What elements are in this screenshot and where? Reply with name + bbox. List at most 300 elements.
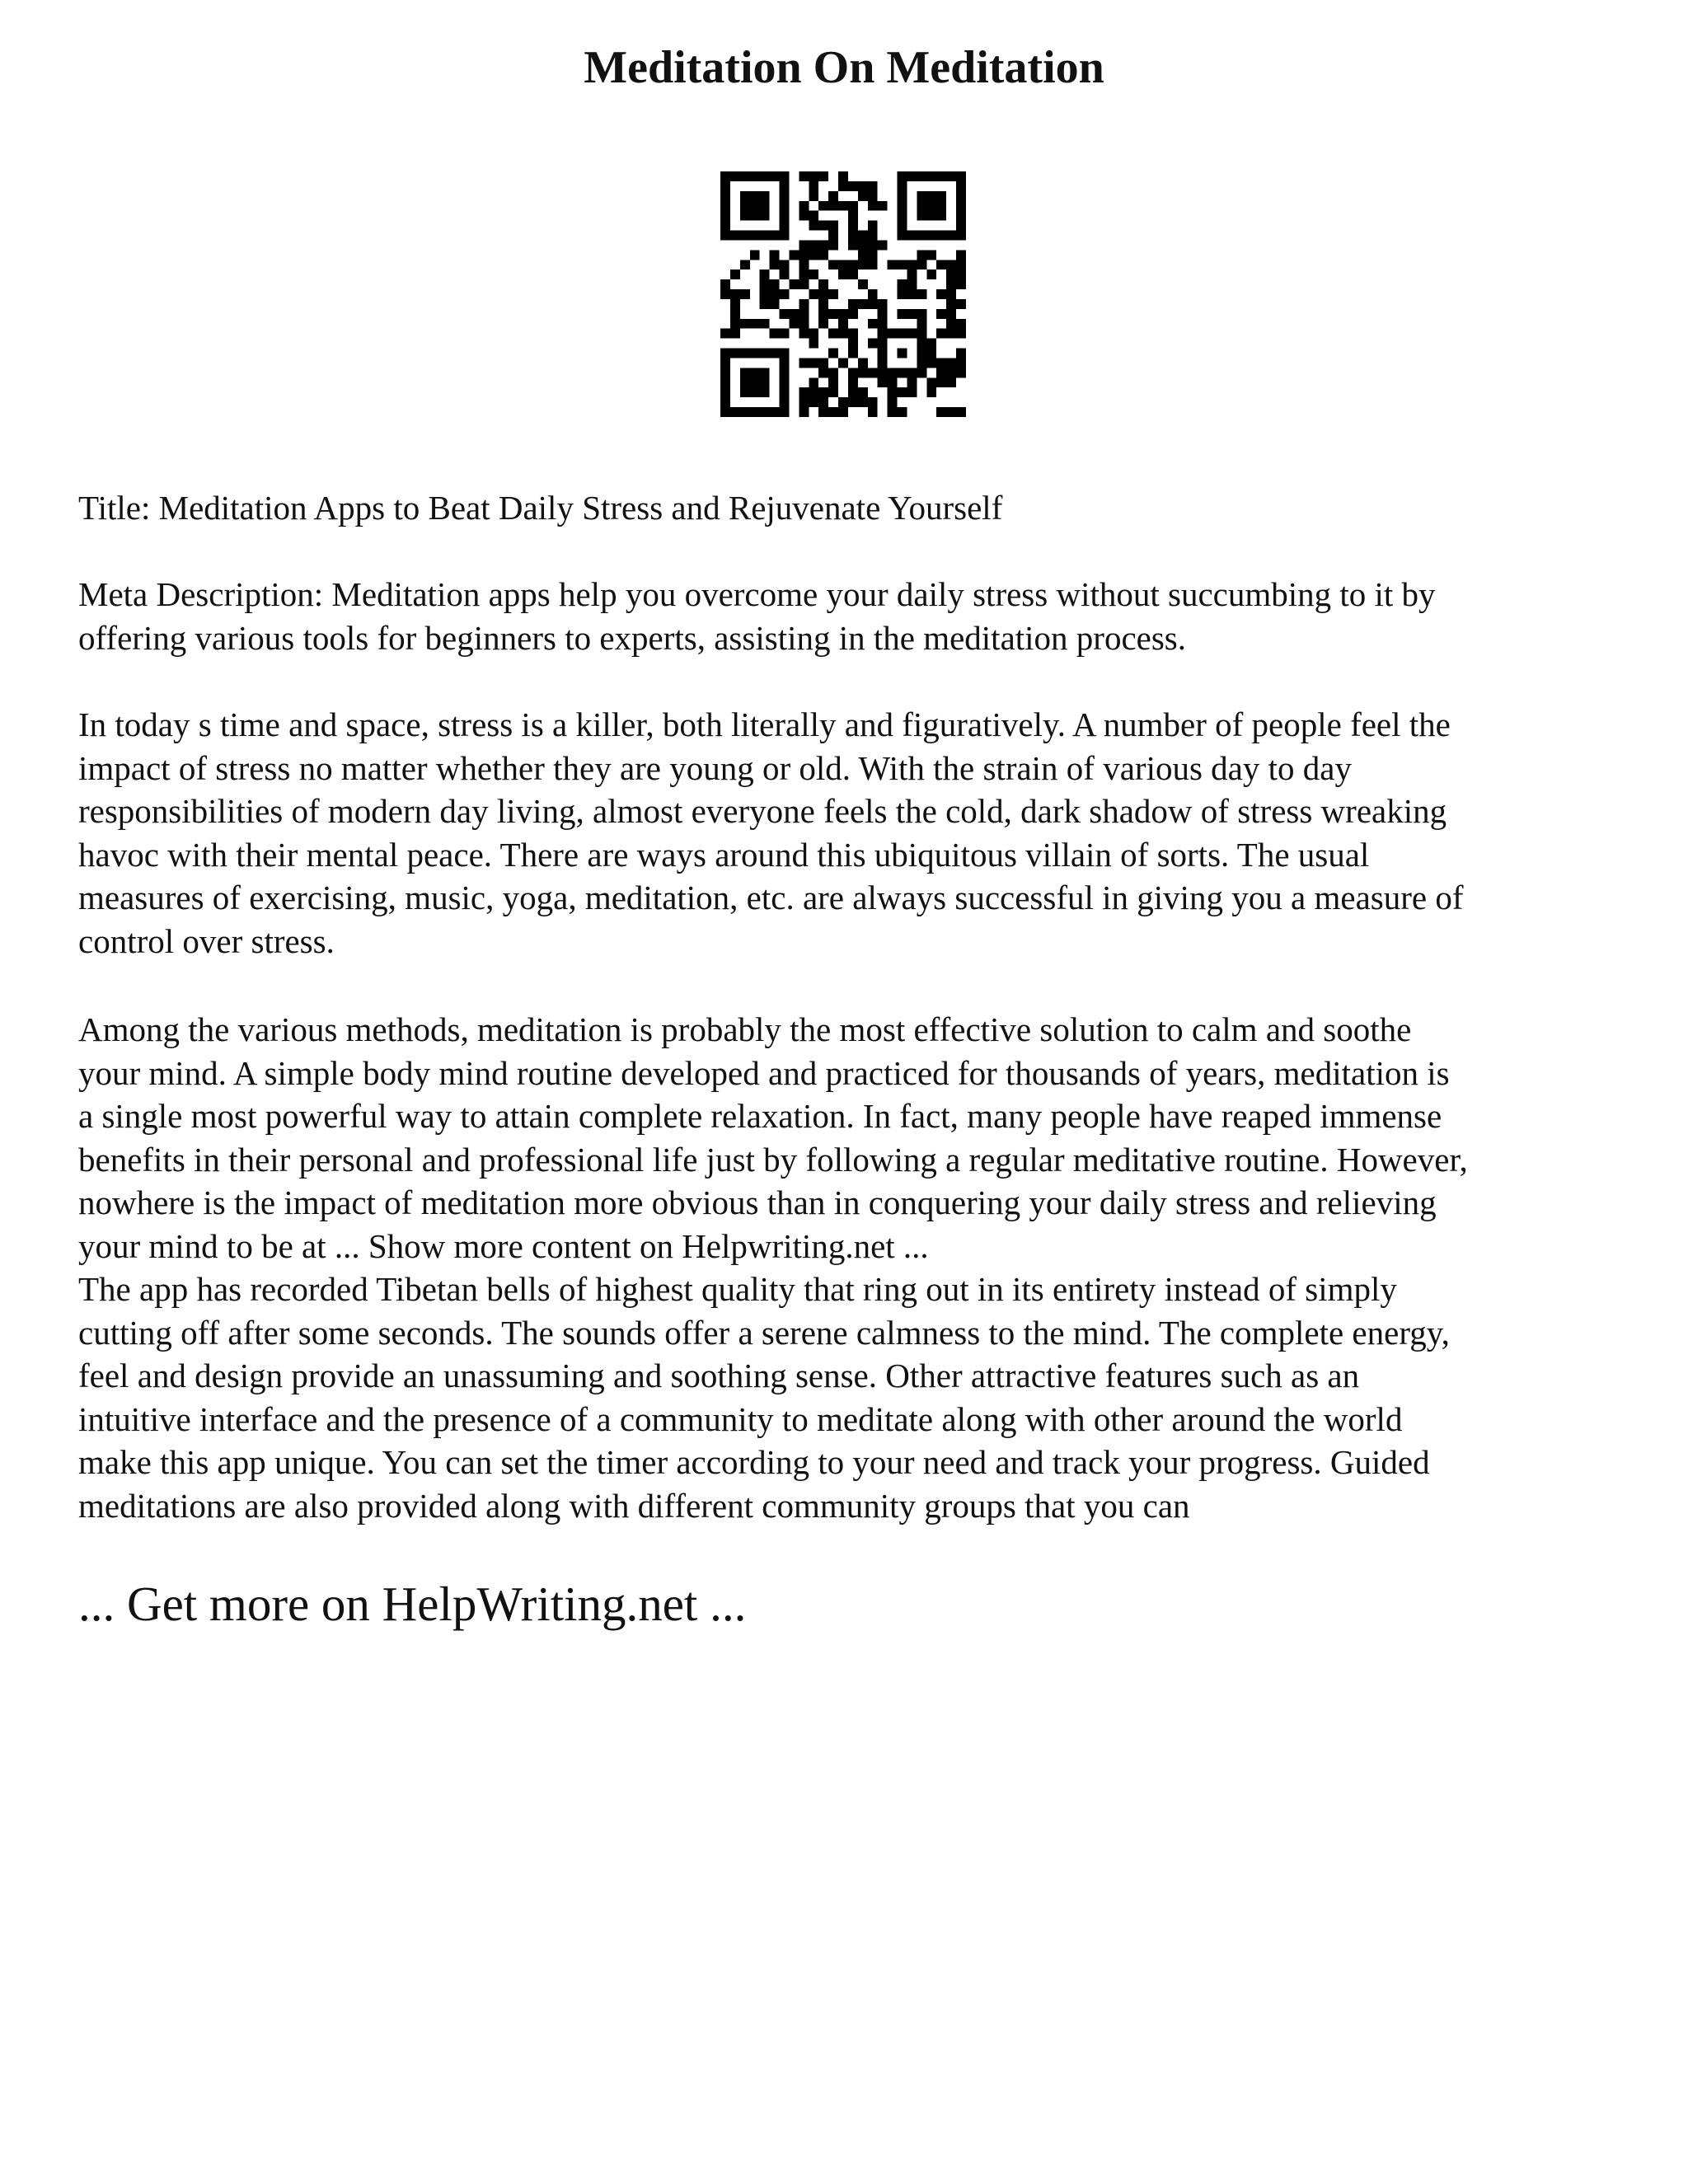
qr-module: [907, 171, 917, 181]
page-title: Meditation On Meditation: [584, 42, 1104, 93]
qr-module: [799, 250, 809, 260]
qr-module: [848, 377, 858, 387]
text-line: your mind. A simple body mind routine developed and practiced for thousands of years, meditation is: [78, 1053, 1450, 1092]
qr-module: [720, 368, 730, 377]
qr-module: [858, 397, 868, 407]
qr-module: [818, 358, 828, 368]
qr-module: [730, 329, 740, 339]
qr-module: [760, 377, 770, 387]
qr-module: [720, 329, 730, 339]
qr-module: [780, 309, 790, 319]
qr-module: [858, 299, 868, 309]
qr-module: [907, 279, 917, 289]
qr-module: [740, 407, 750, 417]
meta-description: [78, 573, 1628, 659]
qr-module: [750, 191, 760, 201]
qr-module: [750, 171, 760, 181]
qr-module: [936, 260, 946, 269]
qr-module: [799, 407, 809, 417]
qr-module: [946, 368, 956, 377]
paragraph-methods: [78, 1008, 1628, 1268]
qr-module: [809, 358, 818, 368]
qr-module: [750, 377, 760, 387]
qr-module: [809, 211, 818, 221]
qr-module: [917, 339, 926, 349]
text-line: cutting off after some seconds. The sounds offer a serene calmness to the mind. The complete energy,: [78, 1313, 1450, 1352]
qr-module: [917, 358, 926, 368]
qr-module: [868, 231, 878, 241]
qr-module: [878, 368, 888, 377]
qr-module: [740, 201, 750, 211]
qr-module: [917, 231, 926, 241]
qr-module: [780, 181, 790, 191]
qr-module: [858, 191, 868, 201]
qr-module: [917, 368, 926, 377]
qr-module: [946, 319, 956, 329]
qr-module: [799, 201, 809, 211]
qr-module: [730, 309, 740, 319]
qr-module: [858, 368, 868, 377]
qr-module: [936, 191, 946, 201]
qr-module: [809, 240, 818, 250]
text-line: measures of exercising, music, yoga, meditation, etc. are always successful in giving you a measure of: [78, 879, 1464, 916]
qr-module: [936, 171, 946, 181]
qr-module: [917, 211, 926, 221]
qr-module: [838, 407, 848, 417]
qr-module: [848, 201, 858, 211]
qr-module: [740, 387, 750, 397]
qr-module: [868, 289, 878, 299]
qr-module: [936, 377, 946, 387]
qr-module: [848, 329, 858, 339]
qr-module: [936, 368, 946, 377]
qr-module: [720, 181, 730, 191]
qr-module: [750, 349, 760, 359]
qr-module: [760, 231, 770, 241]
qr-module: [926, 250, 936, 260]
qr-module: [878, 240, 888, 250]
qr-module: [858, 181, 868, 191]
qr-module: [898, 171, 907, 181]
qr-module: [956, 407, 966, 417]
qr-module: [818, 279, 828, 289]
text-line: a single most powerful way to attain complete relaxation. In fact, many people have reaped immense: [78, 1097, 1442, 1135]
qr-module: [917, 171, 926, 181]
qr-module: [878, 309, 888, 319]
qr-module: [888, 377, 898, 387]
qr-module: [838, 269, 848, 279]
qr-module: [799, 211, 809, 221]
qr-module: [740, 368, 750, 377]
qr-module: [907, 377, 917, 387]
text-line: Title: Meditation Apps to Beat Daily Stress and Rejuvenate Yourself: [78, 489, 1003, 527]
qr-module: [858, 279, 868, 289]
text-line: offering various tools for beginners to experts, assisting in the meditation process.: [78, 618, 1187, 657]
qr-module: [838, 260, 848, 269]
qr-module: [838, 319, 848, 329]
qr-module: [818, 319, 828, 329]
qr-module: [907, 231, 917, 241]
text-line: benefits in their personal and professional life just by following a regular meditative routine. However,: [78, 1140, 1468, 1179]
qr-module: [898, 407, 907, 417]
qr-module: [720, 211, 730, 221]
qr-module: [898, 231, 907, 241]
qr-module: [828, 309, 838, 319]
qr-module: [770, 171, 780, 181]
paragraph-intro: [78, 703, 1628, 963]
text-line: impact of stress no matter whether they are young or old. With the strain of various day to day: [78, 748, 1352, 787]
qr-module: [926, 377, 936, 387]
qr-module: [720, 387, 730, 397]
qr-module: [898, 368, 907, 377]
qr-module: [770, 329, 780, 339]
qr-module: [760, 191, 770, 201]
qr-module: [730, 289, 740, 299]
text-line: responsibilities of modern day living, almost everyone feels the cold, dark shadow of stress wreaking: [78, 792, 1447, 830]
qr-module: [780, 191, 790, 201]
qr-module: [926, 349, 936, 359]
qr-module: [780, 377, 790, 387]
qr-module: [907, 368, 917, 377]
qr-module: [898, 309, 907, 319]
qr-module: [799, 269, 809, 279]
qr-module: [760, 289, 770, 299]
qr-module: [789, 319, 799, 329]
qr-module: [720, 358, 730, 368]
qr-module: [868, 368, 878, 377]
qr-module: [809, 329, 818, 339]
qr-module: [868, 299, 878, 309]
qr-module: [760, 407, 770, 417]
qr-module: [818, 397, 828, 407]
qr-module: [740, 377, 750, 387]
qr-module: [878, 329, 888, 339]
qr-module: [740, 260, 750, 269]
qr-module: [946, 269, 956, 279]
qr-module: [946, 309, 956, 319]
qr-module: [898, 329, 907, 339]
qr-module: [730, 319, 740, 329]
qr-module: [917, 349, 926, 359]
qr-module: [956, 201, 966, 211]
qr-module: [936, 309, 946, 319]
qr-module: [848, 387, 858, 397]
qr-module: [780, 387, 790, 397]
qr-module: [868, 319, 878, 329]
qr-module: [770, 407, 780, 417]
text-line: Among the various methods, meditation is probably the most effective solution to calm and soothe: [78, 1010, 1412, 1048]
qr-module: [858, 231, 868, 241]
qr-module: [848, 221, 858, 231]
qr-module: [818, 299, 828, 309]
qr-module: [936, 407, 946, 417]
qr-module: [848, 299, 858, 309]
qr-module: [936, 231, 946, 241]
qr-code-icon: [720, 171, 966, 417]
qr-module: [878, 349, 888, 359]
qr-module: [888, 260, 898, 269]
qr-module: [720, 201, 730, 211]
qr-module: [740, 289, 750, 299]
qr-module: [720, 221, 730, 231]
qr-module: [809, 339, 818, 349]
qr-module: [956, 349, 966, 359]
qr-module: [926, 201, 936, 211]
qr-module: [926, 191, 936, 201]
qr-module: [720, 349, 730, 359]
qr-module: [760, 349, 770, 359]
text-line: intuitive interface and the presence of a community to meditate along with other around the world: [78, 1399, 1403, 1438]
qr-module: [780, 397, 790, 407]
qr-module: [799, 319, 809, 329]
qr-module: [926, 387, 936, 397]
qr-module: [780, 211, 790, 221]
qr-module: [838, 309, 848, 319]
qr-module: [818, 387, 828, 397]
qr-module: [956, 221, 966, 231]
qr-module: [888, 397, 898, 407]
qr-module: [868, 397, 878, 407]
paragraph-app-features: [78, 1268, 1628, 1527]
qr-module: [907, 309, 917, 319]
qr-module: [720, 397, 730, 407]
text-line: havoc with their mental peace. There are ways around this ubiquitous villain of sorts. The usual: [78, 835, 1370, 874]
qr-module: [750, 387, 760, 397]
qr-module: [848, 349, 858, 359]
qr-module: [760, 387, 770, 397]
qr-module: [750, 319, 760, 329]
qr-module: [809, 269, 818, 279]
qr-module: [946, 231, 956, 241]
qr-module: [956, 368, 966, 377]
qr-module: [917, 289, 926, 299]
qr-module: [838, 329, 848, 339]
qr-module: [828, 387, 838, 397]
qr-module: [936, 201, 946, 211]
qr-module: [946, 407, 956, 417]
qr-module: [917, 201, 926, 211]
qr-module: [750, 407, 760, 417]
qr-module: [818, 289, 828, 299]
qr-module: [770, 289, 780, 299]
qr-module: [809, 289, 818, 299]
qr-module: [888, 329, 898, 339]
qr-module: [868, 201, 878, 211]
qr-module: [780, 407, 790, 417]
qr-module: [888, 368, 898, 377]
qr-module: [740, 191, 750, 201]
qr-module: [818, 250, 828, 260]
qr-module: [799, 387, 809, 397]
qr-module: [828, 201, 838, 211]
qr-module: [740, 319, 750, 329]
qr-module: [917, 309, 926, 319]
qr-module: [809, 181, 818, 191]
text-line: The app has recorded Tibetan bells of highest quality that ring out in its entirety instead of simply: [78, 1270, 1397, 1308]
qr-module: [818, 171, 828, 181]
qr-module: [917, 319, 926, 329]
qr-module: [888, 407, 898, 417]
qr-module: [956, 269, 966, 279]
qr-module: [780, 231, 790, 241]
qr-module: [917, 329, 926, 339]
get-more-link[interactable]: ... Get more on HelpWriting.net ...: [78, 1577, 747, 1631]
qr-module: [917, 260, 926, 269]
qr-module: [799, 260, 809, 269]
qr-module: [770, 260, 780, 269]
qr-module: [720, 231, 730, 241]
qr-module: [848, 269, 858, 279]
qr-module: [936, 329, 946, 339]
qr-module: [720, 279, 730, 289]
qr-module: [838, 358, 848, 368]
qr-module: [780, 368, 790, 377]
text-line: Meta Description: Meditation apps help you overcome your daily stress without succumbing to it by: [78, 575, 1436, 613]
qr-module: [858, 260, 868, 269]
qr-module: [848, 397, 858, 407]
qr-module: [789, 309, 799, 319]
qr-module: [946, 260, 956, 269]
qr-module: [828, 240, 838, 250]
qr-module: [760, 299, 770, 309]
qr-module: [760, 319, 770, 329]
qr-module: [720, 407, 730, 417]
qr-module: [730, 407, 740, 417]
qr-module: [848, 339, 858, 349]
qr-module: [760, 368, 770, 377]
qr-module: [789, 279, 799, 289]
qr-module: [780, 201, 790, 211]
qr-module: [789, 250, 799, 260]
qr-module: [946, 299, 956, 309]
qr-module: [730, 349, 740, 359]
qr-module: [848, 240, 858, 250]
qr-module: [868, 407, 878, 417]
qr-module: [828, 231, 838, 241]
qr-module: [730, 171, 740, 181]
qr-module: [898, 289, 907, 299]
qr-module: [770, 231, 780, 241]
qr-module: [799, 299, 809, 309]
qr-module: [946, 329, 956, 339]
qr-module: [898, 349, 907, 359]
qr-module: [770, 279, 780, 289]
qr-module: [780, 221, 790, 231]
qr-module: [760, 171, 770, 181]
qr-module: [760, 269, 770, 279]
qr-module: [838, 171, 848, 181]
qr-module: [780, 260, 790, 269]
qr-module: [838, 181, 848, 191]
qr-module: [809, 221, 818, 231]
qr-module: [799, 329, 809, 339]
qr-module: [956, 299, 966, 309]
qr-module: [838, 201, 848, 211]
qr-module: [926, 171, 936, 181]
qr-module: [828, 349, 838, 359]
text-line: feel and design provide an unassuming and soothing sense. Other attractive features such as an: [78, 1357, 1360, 1394]
qr-module: [818, 407, 828, 417]
qr-module: [848, 231, 858, 241]
qr-module: [730, 299, 740, 309]
qr-module: [868, 260, 878, 269]
qr-module: [809, 387, 818, 397]
qr-module: [858, 240, 868, 250]
qr-module: [838, 397, 848, 407]
qr-module: [818, 309, 828, 319]
qr-module: [848, 181, 858, 191]
qr-module: [750, 201, 760, 211]
qr-module: [740, 349, 750, 359]
qr-module: [917, 191, 926, 201]
qr-module: [926, 358, 936, 368]
qr-module: [898, 201, 907, 211]
qr-module: [907, 387, 917, 397]
qr-module: [898, 181, 907, 191]
text-line: control over stress.: [78, 921, 335, 960]
qr-module: [946, 377, 956, 387]
text-line: make this app unique. You can set the timer according to your need and track your progress. Guided: [78, 1443, 1430, 1481]
qr-module: [898, 221, 907, 231]
qr-module: [878, 377, 888, 387]
text-line: In today s time and space, stress is a killer, both literally and figuratively. A number of people feel the: [78, 705, 1451, 743]
qr-module: [730, 269, 740, 279]
qr-module: [926, 231, 936, 241]
qr-module: [907, 329, 917, 339]
qr-module: [936, 289, 946, 299]
qr-module: [730, 231, 740, 241]
text-line: nowhere is the impact of meditation more obvious than in conquering your daily stress and relieving: [78, 1183, 1437, 1221]
qr-module: [818, 221, 828, 231]
qr-module: [780, 349, 790, 359]
qr-module: [740, 211, 750, 221]
qr-module: [750, 211, 760, 221]
qr-module: [720, 377, 730, 387]
qr-module: [898, 260, 907, 269]
qr-module: [898, 191, 907, 201]
qr-module: [818, 201, 828, 211]
qr-module: [750, 250, 760, 260]
qr-module: [878, 299, 888, 309]
qr-module: [956, 250, 966, 260]
qr-module: [828, 221, 838, 231]
qr-module: [818, 240, 828, 250]
text-line: your mind to be at ... Show more content on Helpwriting.net ...: [78, 1226, 929, 1265]
qr-module: [956, 319, 966, 329]
qr-module: [888, 387, 898, 397]
qr-module: [809, 397, 818, 407]
qr-module: [750, 368, 760, 377]
qr-module: [760, 211, 770, 221]
qr-module: [946, 358, 956, 368]
qr-module: [868, 240, 878, 250]
qr-module: [720, 191, 730, 201]
qr-module: [878, 339, 888, 349]
qr-module: [809, 250, 818, 260]
qr-module: [907, 260, 917, 269]
qr-module: [956, 211, 966, 221]
qr-module: [907, 289, 917, 299]
qr-module: [750, 231, 760, 241]
qr-module: [868, 221, 878, 231]
qr-module: [898, 279, 907, 289]
qr-module: [770, 299, 780, 309]
qr-module: [770, 250, 780, 260]
qr-module: [799, 279, 809, 289]
qr-module: [946, 289, 956, 299]
qr-module: [818, 368, 828, 377]
qr-module: [926, 339, 936, 349]
